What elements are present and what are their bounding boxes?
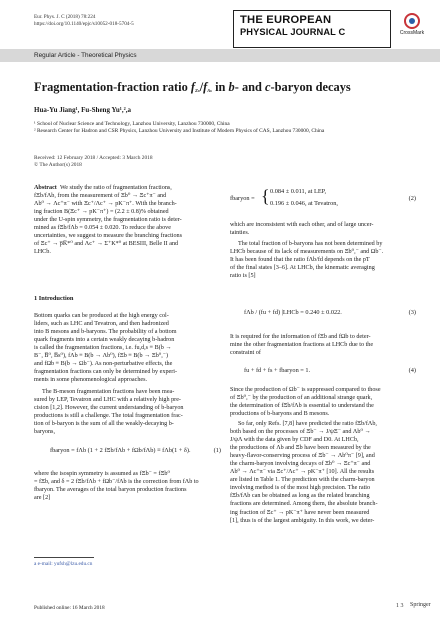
- doi-link[interactable]: https://doi.org/10.1140/epjc/s10052-018-5704-5: [34, 21, 134, 27]
- text-line: the productions of Λb and Ξb have been measured by the: [230, 445, 371, 452]
- springer-logo-mark: 1 3: [396, 603, 404, 609]
- text-line: the charm-baryon involving decays of Ξb⁰ → Ξc⁺π⁻ and: [230, 461, 371, 468]
- equation-2-brace: {: [261, 186, 270, 206]
- text-line: ratio is [5]: [230, 273, 256, 280]
- equation-4-body: fu + fd + fs + fbaryon = 1.: [244, 367, 311, 374]
- equation-1-body: fbaryon = fΛb (1 + 2 fΞb/fΛb + fΩb/fΛb) ≡ fΛb(1 + δ).: [50, 447, 191, 454]
- abstract-line: LHCb.: [34, 249, 51, 256]
- received-accepted: Received: 12 February 2018 / Accepted: 3 March 2018: [34, 155, 153, 161]
- category-label: Regular Article - Theoretical Physics: [34, 51, 137, 59]
- text-line: B⁻, B̅⁰, B̅s⁰), fΛb ≡ B(b → Λb⁰), fΞb ≡ B(b → Ξb⁰,⁻): [34, 353, 169, 360]
- crossmark-label: CrossMark: [399, 30, 425, 36]
- text-line: J/ψΛ with the data given by CDF and D0. At LHCb,: [230, 437, 359, 444]
- equation-2: [230, 188, 416, 212]
- text-line: It has been found that the ratio fΛb/fd depends on the pT: [230, 257, 370, 264]
- text-line: tion of b-baryon is the sum of all the weakly-decaying b-: [34, 421, 174, 428]
- section-heading-introduction: 1 Introduction: [34, 295, 74, 302]
- text-line: It is required for the information of fΞb and fΩb to deter-: [230, 334, 371, 340]
- text-line: is called the fragmentation fractions, i.e. fu,d,s ≡ B(b →: [34, 345, 172, 352]
- text-line: where the isospin symmetry is assumed as fΞb⁻ = fΞb⁰: [34, 471, 170, 477]
- text-line: quark fragments into a certain weakly decaying b-hadron: [34, 337, 175, 344]
- text-line: Since the production of Ωb⁻ is suppressed compared to those: [230, 387, 381, 393]
- intro-paragraph-1: [34, 312, 221, 384]
- equation-2-case-2: 0.196 ± 0.046, at Tevatron,: [270, 200, 338, 207]
- abstract-line: uncertainties, we suggest to measure the branching fractions: [34, 233, 183, 240]
- abstract-line: Abstract We study the ratio of fragmentation fractions,: [34, 185, 172, 191]
- equation-4: [230, 367, 416, 375]
- text-line: are listed in Table 1. The prediction with the charm-baryon: [230, 477, 375, 484]
- journal-title-line2: PHYSICAL JOURNAL C: [240, 27, 346, 37]
- abstract-line: mined as fΞb/fΛb = 0.054 ± 0.020. To reduce the above: [34, 225, 171, 232]
- copyright: © The Author(s) 2018: [34, 162, 82, 168]
- text-line: = fΞb, and δ = 2 fΞb/fΛb + fΩb⁻/fΛb is the correction from fΛb to: [34, 479, 199, 486]
- text-line: which are inconsistent with each other, and of large uncer-: [230, 222, 374, 228]
- equation-2-number: (2): [408, 195, 416, 202]
- article-dates: [34, 155, 153, 169]
- affiliation-2: ² Research Center for Hadron and CSR Physics, Lanzhou University and Institute of Modern Physics of CAS, Lanzhou 730000, China: [34, 128, 325, 134]
- text-line: of the final states [3–6]. At LHCb, the kinematic averaging: [230, 265, 375, 272]
- right-paragraph-4: [230, 386, 416, 418]
- abstract-line: ing fraction B(Ξc⁺ → pK⁻π⁺) = (2.2 ± 0.8)% obtained: [34, 209, 169, 216]
- footnote-rule: [34, 557, 94, 558]
- text-line: [1], thus is of the largest ambiguity. In this work, we deter-: [230, 517, 375, 524]
- right-paragraph-1: [230, 221, 416, 237]
- crossmark-badge[interactable]: [393, 13, 431, 36]
- crossmark-icon: [404, 13, 420, 29]
- text-line: The B-meson fragmentation fractions have been mea-: [42, 389, 175, 395]
- text-line: into B mesons and b-baryons. The probability of a bottom: [34, 329, 177, 336]
- abstract-line: of Ξc⁺ → p̅K̅*⁰ and Λc⁺ → Σ⁺K*⁰ at BESIII, Belle II and: [34, 241, 179, 248]
- text-line: involving method is of the most high precision. The ratio: [230, 485, 371, 492]
- abstract: [34, 184, 221, 256]
- text-line: fbaryon. The averages of the total baryon production fractions: [34, 487, 187, 494]
- text-line: ments in some phenomenological approaches.: [34, 377, 148, 384]
- abstract-line: under the U-spin symmetry, the fragmentation ratio is deter-: [34, 217, 182, 224]
- publisher-logo: Springer: [410, 602, 431, 608]
- text-line: mine the other fragmentation fractions at LHCb due to the: [230, 342, 374, 349]
- text-line: sured by LEP, Tevatron and LHC with a relatively high pre-: [34, 397, 181, 404]
- article-title: Fragmentation-fraction ratio $f_{\Xi b}/f_{\Lambda b}$ in b- and c-baryon decays: [34, 80, 351, 94]
- text-line: are [2]: [34, 495, 51, 502]
- footnote: [34, 560, 221, 568]
- equation-2-case-1: 0.084 ± 0.011, at LEP,: [270, 188, 327, 195]
- text-line: So far, only Refs. [7,8] have predicted the ratio fΞb/fΛb,: [238, 421, 377, 427]
- text-line: tainties.: [230, 230, 250, 237]
- abstract-line: fΞb/fΛb, from the measurement of Ξb⁰ → Ξc⁺π⁻ and: [34, 193, 167, 200]
- equation-1: [34, 447, 221, 455]
- text-line: constraint of: [230, 350, 261, 357]
- equation-1-number: (1): [213, 447, 221, 454]
- text-line: productions of b-baryons and B mesons.: [230, 411, 330, 418]
- right-paragraph-2: [230, 240, 416, 280]
- journal-title: [240, 14, 382, 38]
- text-line: the determination of fΞb/fΛb is essential to understand the: [230, 403, 374, 410]
- text-line: ing fraction of Ξc⁺ → pK⁻π⁺ have never been measured: [230, 509, 370, 516]
- right-paragraph-3: [230, 333, 416, 357]
- equation-3-number: (3): [408, 309, 416, 316]
- text-line: fractions are determined. Among them, the absolute branch-: [230, 501, 378, 508]
- equation-2-label: fbaryon =: [230, 195, 255, 202]
- text-line: baryons,: [34, 429, 55, 436]
- text-line: fΞb/fΛb can be obtained as long as the related branching: [230, 493, 370, 500]
- text-line: Λb⁰ → Λc⁺π⁻ via Ξc⁺/Λc⁺ → pK⁻π⁺ [10]. All the results: [230, 469, 375, 476]
- text-line: fragmentation fractions can only be determined by experi-: [34, 369, 178, 376]
- text-line: liders, such as LHC and Tevatron, and then hadronized: [34, 321, 169, 328]
- affiliations: [34, 121, 324, 135]
- authors: Hua-Yu Jiang¹, Fu-Sheng Yu¹,²,a: [34, 106, 131, 114]
- text-line: productions is still a challenge. The total fragmentation frac-: [34, 413, 183, 420]
- text-line: of Ξb⁰,⁻ by the production of an additional strange quark,: [230, 395, 373, 402]
- journal-title-line1: THE EUROPEAN: [240, 14, 332, 26]
- text-line: Bottom quarks can be produced at the high energy col-: [34, 313, 169, 319]
- text-line: heavy-flavor-conserving process of Ξb⁻ → Λb⁰π⁻ [9], and: [230, 453, 375, 460]
- affiliation-1: ¹ School of Nuclear Science and Technology, Lanzhou University, Lanzhou 730000, China: [34, 121, 230, 127]
- intro-paragraph-3: [34, 470, 221, 502]
- equation-3-body: fΛb / (fu + fd) |LHCb = 0.240 ± 0.022.: [244, 309, 342, 316]
- right-paragraph-5: [230, 420, 416, 525]
- equation-4-number: (4): [408, 367, 416, 374]
- abstract-line: Λb⁰ → Λc⁺π⁻ with Ξc⁺/Λc⁺ → pK⁻π⁺. With the branch-: [34, 201, 177, 208]
- text-line: LHCb because of its lack of measurements on Ξb⁰,⁻ and Ωb⁻.: [230, 249, 384, 256]
- text-line: and fΩb ≡ B(b → Ωb⁻). As non-perturbative effects, the: [34, 361, 173, 368]
- text-line: both based on the processes of Ξb⁻ → J/ψΞ⁻ and Λb⁰ →: [230, 429, 371, 436]
- text-line: cision [1,2]. However, the current understanding of b-baryon: [34, 405, 184, 412]
- email-link[interactable]: a e-mail: yufsh@lzu.edu.cn: [34, 561, 93, 567]
- intro-paragraph-2: [34, 388, 221, 436]
- published-date: Published online: 16 March 2018: [34, 605, 105, 611]
- equation-3: [230, 309, 416, 317]
- text-line: The total fraction of b-baryons has not been determined by: [238, 241, 383, 247]
- citation: Eur. Phys. J. C (2018) 78:224: [34, 14, 96, 20]
